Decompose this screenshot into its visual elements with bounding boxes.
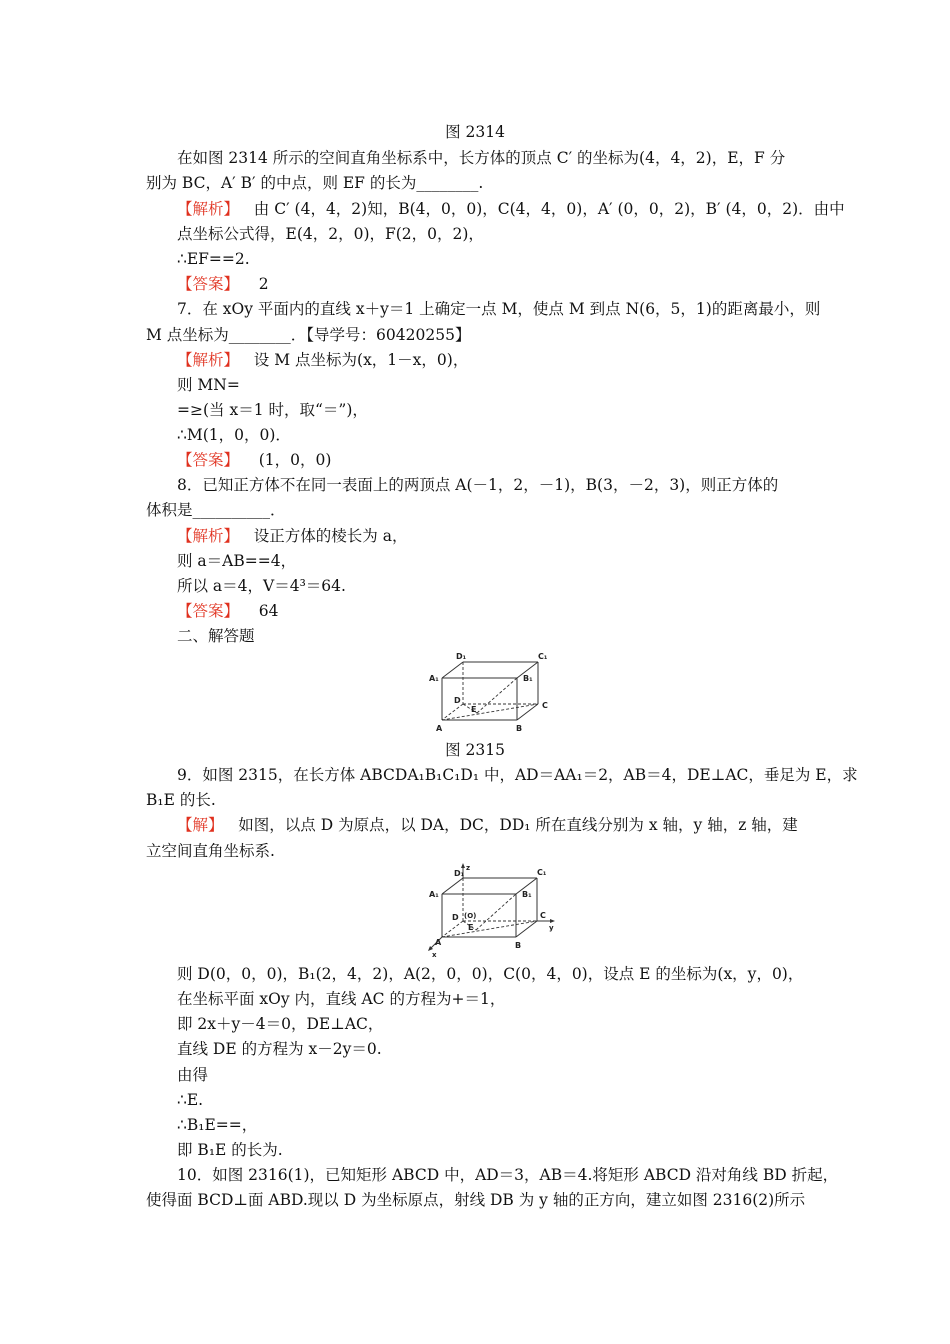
axis-label-x: x — [432, 951, 437, 958]
problem-7-analysis-line-2: 则 MN= — [177, 376, 240, 394]
problem-9-step-8: 即 B₁E 的长为. — [177, 1141, 283, 1159]
label-E: E — [468, 923, 474, 932]
problem-7-text-line-2: M 点坐标为________．【导学号：60420255】 — [146, 326, 471, 344]
problem-8-text-line-1: 8．已知正方体不在同一表面上的两顶点 A(－1，2，－1)，B(3，－2，3)，则正方体的 — [177, 476, 779, 494]
problem-8-analysis-line-3: 所以 a＝4，V＝4³＝64. — [177, 577, 346, 595]
label-D1: D₁ — [456, 652, 467, 661]
answer-tag: 【答案】 — [177, 275, 240, 293]
problem-8-analysis — [177, 526, 407, 546]
analysis-text: 由 C′ (4，4，2)知，B(4，0，0)，C(4，4，0)，A′ (0，0，2)，B′ (4，0，2)．由中 — [253, 200, 845, 218]
answer-value: 64 — [258, 602, 279, 620]
problem-7-answer — [177, 450, 331, 470]
label-A1: A₁ — [429, 674, 439, 683]
problem-9-step-5: 由得 — [177, 1066, 209, 1084]
problem-10-text-line-2: 使得面 BCD⊥面 ABD.现以 D 为坐标原点，射线 DB 为 y 轴的正方向，建立如图 2316(2)所示 — [146, 1191, 806, 1209]
solution-tag: 【解】 — [177, 816, 224, 834]
analysis-text: 设 M 点坐标为(x，1－x，0)， — [253, 351, 469, 369]
label-A: A — [435, 938, 442, 947]
label-D: D — [452, 913, 459, 922]
y-axis-arrow-icon — [550, 919, 555, 923]
figure-2315-cuboid — [425, 650, 555, 734]
problem-9-text-line-2: B₁E 的长. — [146, 791, 216, 809]
problem-6-text-line-2: 别为 BC，A′ B′ 的中点，则 EF 的长为________. — [146, 174, 484, 192]
problem-9-text-line-1: 9．如图 2315，在长方体 ABCDA₁B₁C₁D₁ 中，AD＝AA₁＝2，AB＝4，DE⊥AC，垂足为 E，求 — [177, 766, 858, 784]
z-axis-arrow-icon — [461, 863, 465, 868]
label-C: C — [542, 701, 548, 710]
problem-9-step-2: 在坐标平面 xOy 内，直线 AC 的方程为+＝1， — [177, 990, 506, 1008]
problem-9-step-7: ∴B₁E==， — [177, 1116, 258, 1134]
label-C1: C₁ — [538, 652, 548, 661]
answer-tag: 【答案】 — [177, 602, 240, 620]
problem-8-analysis-line-2: 则 a＝AB==4， — [177, 552, 297, 570]
label-B1: B₁ — [523, 674, 533, 683]
problem-7-analysis-line-3: =≥(当 x＝1 时，取“＝”)， — [177, 401, 368, 419]
label-C: C — [540, 911, 546, 920]
problem-7-analysis-line-4: ∴M(1，0，0)． — [177, 426, 291, 444]
problem-6-text-line-1: 在如图 2314 所示的空间直角坐标系中，长方体的顶点 C′ 的坐标为(4，4，2)，E，F 分 — [177, 149, 786, 167]
axis-label-y: y — [549, 924, 554, 932]
label-B: B — [515, 941, 522, 950]
label-E: E — [471, 705, 477, 714]
figure-caption-2315: 图 2315 — [445, 741, 505, 759]
problem-8-text-line-2: 体积是__________． — [146, 501, 286, 519]
problem-10-text-line-1: 10．如图 2316(1)，已知矩形 ABCD 中，AD＝3，AB＝4.将矩形 ABCD 沿对角线 BD 折起， — [177, 1166, 839, 1184]
label-C1: C₁ — [537, 868, 547, 877]
label-origin: (O) — [464, 912, 477, 920]
problem-9-step-4: 直线 DE 的方程为 x－2y＝0. — [177, 1040, 382, 1058]
problem-8-answer — [177, 601, 278, 621]
label-D1: D₁ — [454, 869, 465, 878]
problem-9-solution — [177, 815, 798, 835]
analysis-tag: 【解析】 — [177, 527, 240, 545]
label-A1: A₁ — [429, 890, 439, 899]
label-D: D — [454, 696, 461, 705]
label-B1: B₁ — [522, 890, 532, 899]
problem-7-analysis — [177, 350, 468, 370]
problem-9-step-3: 即 2x＋y－4＝0，DE⊥AC， — [177, 1015, 384, 1033]
solution-text: 如图，以点 D 为原点，以 DA，DC，DD₁ 所在直线分别为 x 轴，y 轴，z 轴，建 — [238, 816, 798, 834]
answer-value: (1，0，0) — [258, 451, 332, 469]
problem-7-text-line-1: 7．在 xOy 平面内的直线 x＋y＝1 上确定一点 M，使点 M 到点 N(6，5，1)的距离最小，则 — [177, 300, 821, 318]
problem-9-step-6: ∴E. — [177, 1091, 204, 1109]
answer-tag: 【答案】 — [177, 451, 240, 469]
problem-6-analysis-line-2: 点坐标公式得，E(4，2，0)，F(2，0，2)， — [177, 225, 484, 243]
problem-6-answer — [177, 274, 269, 294]
label-A: A — [436, 724, 443, 733]
figure-caption-2314: 图 2314 — [445, 123, 505, 141]
problem-6-analysis-line-3: ∴EF==2. — [177, 250, 250, 268]
analysis-text: 设正方体的棱长为 a， — [253, 527, 408, 545]
figure-2315-axes — [418, 862, 563, 958]
problem-9-step-1: 则 D(0，0，0)，B₁(2，4，2)，A(2，0，0)，C(0，4，0)，设点 E 的坐标为(x，y，0)， — [177, 965, 804, 983]
analysis-tag: 【解析】 — [177, 200, 240, 218]
problem-6-analysis — [177, 199, 845, 219]
axis-label-z: z — [466, 864, 471, 872]
analysis-tag: 【解析】 — [177, 351, 240, 369]
problem-9-solution-line-2: 立空间直角坐标系. — [146, 842, 275, 860]
label-B: B — [516, 724, 523, 733]
answer-value: 2 — [258, 275, 269, 293]
section-heading: 二、解答题 — [177, 627, 255, 645]
